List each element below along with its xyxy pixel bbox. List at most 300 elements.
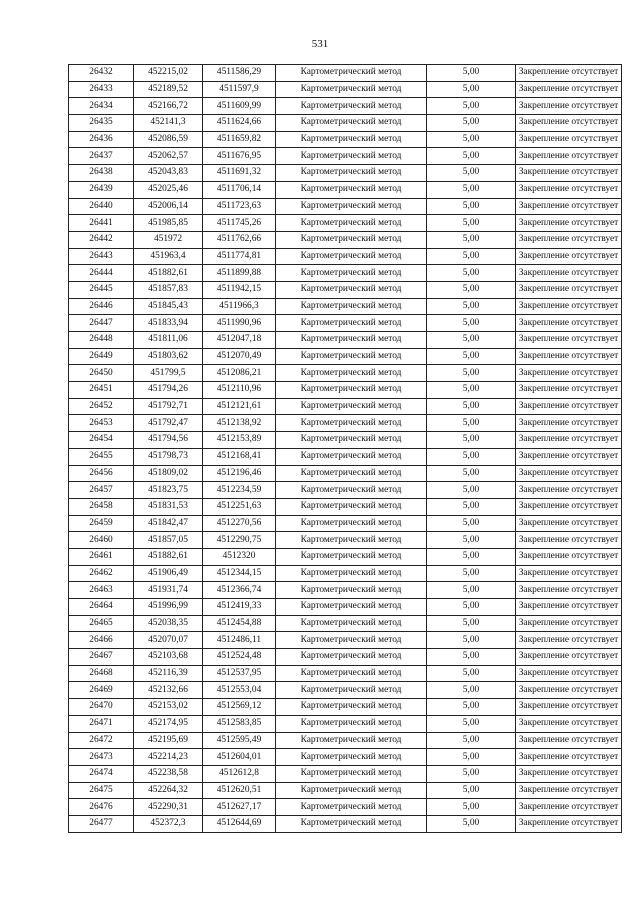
accuracy-cell: 5,00 bbox=[427, 265, 516, 282]
accuracy-cell: 5,00 bbox=[427, 115, 516, 132]
table-row bbox=[69, 715, 622, 732]
x-coordinate-cell: 452062,57 bbox=[134, 148, 203, 165]
method-cell: Картометрический метод bbox=[276, 148, 427, 165]
table-row bbox=[69, 565, 622, 582]
fixing-description-cell: Закрепление отсутствует bbox=[516, 815, 622, 832]
method-cell: Картометрический метод bbox=[276, 732, 427, 749]
method-cell: Картометрический метод bbox=[276, 432, 427, 449]
table-row bbox=[69, 615, 622, 632]
y-coordinate-cell: 4512196,46 bbox=[203, 465, 276, 482]
accuracy-cell: 5,00 bbox=[427, 682, 516, 699]
y-coordinate-cell: 4512604,01 bbox=[203, 749, 276, 766]
table-row bbox=[69, 448, 622, 465]
y-coordinate-cell: 4512620,51 bbox=[203, 782, 276, 799]
point-number-cell: 26459 bbox=[69, 515, 134, 532]
y-coordinate-cell: 4512138,92 bbox=[203, 415, 276, 432]
y-coordinate-cell: 4512047,18 bbox=[203, 332, 276, 349]
method-cell: Картометрический метод bbox=[276, 699, 427, 716]
fixing-description-cell: Закрепление отсутствует bbox=[516, 515, 622, 532]
accuracy-cell: 5,00 bbox=[427, 382, 516, 399]
method-cell: Картометрический метод bbox=[276, 348, 427, 365]
y-coordinate-cell: 4511691,32 bbox=[203, 165, 276, 182]
y-coordinate-cell: 4512454,88 bbox=[203, 615, 276, 632]
fixing-description-cell: Закрепление отсутствует bbox=[516, 765, 622, 782]
method-cell: Картометрический метод bbox=[276, 332, 427, 349]
accuracy-cell: 5,00 bbox=[427, 482, 516, 499]
y-coordinate-cell: 4511609,99 bbox=[203, 98, 276, 115]
y-coordinate-cell: 4511774,81 bbox=[203, 248, 276, 265]
x-coordinate-cell: 451798,73 bbox=[134, 448, 203, 465]
accuracy-cell: 5,00 bbox=[427, 599, 516, 616]
y-coordinate-cell: 4511659,82 bbox=[203, 131, 276, 148]
accuracy-cell: 5,00 bbox=[427, 532, 516, 549]
y-coordinate-cell: 4512344,15 bbox=[203, 565, 276, 582]
accuracy-cell: 5,00 bbox=[427, 281, 516, 298]
table-row bbox=[69, 532, 622, 549]
method-cell: Картометрический метод bbox=[276, 248, 427, 265]
y-coordinate-cell: 4512086,21 bbox=[203, 365, 276, 382]
y-coordinate-cell: 4511762,66 bbox=[203, 231, 276, 248]
accuracy-cell: 5,00 bbox=[427, 215, 516, 232]
fixing-description-cell: Закрепление отсутствует bbox=[516, 281, 622, 298]
table-row bbox=[69, 599, 622, 616]
point-number-cell: 26465 bbox=[69, 615, 134, 632]
fixing-description-cell: Закрепление отсутствует bbox=[516, 565, 622, 582]
point-number-cell: 26454 bbox=[69, 432, 134, 449]
accuracy-cell: 5,00 bbox=[427, 148, 516, 165]
method-cell: Картометрический метод bbox=[276, 815, 427, 832]
table-row bbox=[69, 281, 622, 298]
fixing-description-cell: Закрепление отсутствует bbox=[516, 398, 622, 415]
fixing-description-cell: Закрепление отсутствует bbox=[516, 649, 622, 666]
y-coordinate-cell: 4511966,3 bbox=[203, 298, 276, 315]
x-coordinate-cell: 452195,69 bbox=[134, 732, 203, 749]
accuracy-cell: 5,00 bbox=[427, 432, 516, 449]
point-number-cell: 26439 bbox=[69, 181, 134, 198]
fixing-description-cell: Закрепление отсутствует bbox=[516, 248, 622, 265]
table-row bbox=[69, 265, 622, 282]
fixing-description-cell: Закрепление отсутствует bbox=[516, 532, 622, 549]
x-coordinate-cell: 451803,62 bbox=[134, 348, 203, 365]
table-row bbox=[69, 749, 622, 766]
method-cell: Картометрический метод bbox=[276, 615, 427, 632]
x-coordinate-cell: 451833,94 bbox=[134, 315, 203, 332]
point-number-cell: 26438 bbox=[69, 165, 134, 182]
y-coordinate-cell: 4511706,14 bbox=[203, 181, 276, 198]
table-row bbox=[69, 665, 622, 682]
accuracy-cell: 5,00 bbox=[427, 632, 516, 649]
x-coordinate-cell: 452238,58 bbox=[134, 765, 203, 782]
x-coordinate-cell: 451857,05 bbox=[134, 532, 203, 549]
point-number-cell: 26449 bbox=[69, 348, 134, 365]
accuracy-cell: 5,00 bbox=[427, 398, 516, 415]
y-coordinate-cell: 4511745,26 bbox=[203, 215, 276, 232]
x-coordinate-cell: 451906,49 bbox=[134, 565, 203, 582]
method-cell: Картометрический метод bbox=[276, 799, 427, 816]
method-cell: Картометрический метод bbox=[276, 181, 427, 198]
x-coordinate-cell: 451799,5 bbox=[134, 365, 203, 382]
y-coordinate-cell: 4512234,59 bbox=[203, 482, 276, 499]
y-coordinate-cell: 4512121,61 bbox=[203, 398, 276, 415]
x-coordinate-cell: 452006,14 bbox=[134, 198, 203, 215]
accuracy-cell: 5,00 bbox=[427, 715, 516, 732]
point-number-cell: 26442 bbox=[69, 231, 134, 248]
x-coordinate-cell: 452070,07 bbox=[134, 632, 203, 649]
x-coordinate-cell: 452215,02 bbox=[134, 65, 203, 82]
point-number-cell: 26440 bbox=[69, 198, 134, 215]
accuracy-cell: 5,00 bbox=[427, 782, 516, 799]
accuracy-cell: 5,00 bbox=[427, 665, 516, 682]
table-row bbox=[69, 548, 622, 565]
method-cell: Картометрический метод bbox=[276, 198, 427, 215]
point-number-cell: 26444 bbox=[69, 265, 134, 282]
point-number-cell: 26462 bbox=[69, 565, 134, 582]
point-number-cell: 26474 bbox=[69, 765, 134, 782]
method-cell: Картометрический метод bbox=[276, 382, 427, 399]
x-coordinate-cell: 452116,39 bbox=[134, 665, 203, 682]
y-coordinate-cell: 4512419,33 bbox=[203, 599, 276, 616]
table-row bbox=[69, 215, 622, 232]
y-coordinate-cell: 4512486,11 bbox=[203, 632, 276, 649]
table-row bbox=[69, 515, 622, 532]
x-coordinate-cell: 452290,31 bbox=[134, 799, 203, 816]
fixing-description-cell: Закрепление отсутствует bbox=[516, 165, 622, 182]
fixing-description-cell: Закрепление отсутствует bbox=[516, 65, 622, 82]
y-coordinate-cell: 4512595,49 bbox=[203, 732, 276, 749]
x-coordinate-cell: 452372,3 bbox=[134, 815, 203, 832]
x-coordinate-cell: 451972 bbox=[134, 231, 203, 248]
point-number-cell: 26448 bbox=[69, 332, 134, 349]
table-row bbox=[69, 115, 622, 132]
accuracy-cell: 5,00 bbox=[427, 131, 516, 148]
fixing-description-cell: Закрепление отсутствует bbox=[516, 332, 622, 349]
accuracy-cell: 5,00 bbox=[427, 98, 516, 115]
fixing-description-cell: Закрепление отсутствует bbox=[516, 181, 622, 198]
x-coordinate-cell: 451792,47 bbox=[134, 415, 203, 432]
y-coordinate-cell: 4512070,49 bbox=[203, 348, 276, 365]
table-row bbox=[69, 765, 622, 782]
point-number-cell: 26470 bbox=[69, 699, 134, 716]
x-coordinate-cell: 452132,66 bbox=[134, 682, 203, 699]
point-number-cell: 26469 bbox=[69, 682, 134, 699]
table-row bbox=[69, 582, 622, 599]
table-row bbox=[69, 181, 622, 198]
x-coordinate-cell: 451931,74 bbox=[134, 582, 203, 599]
x-coordinate-cell: 452086,59 bbox=[134, 131, 203, 148]
y-coordinate-cell: 4512110,96 bbox=[203, 382, 276, 399]
fixing-description-cell: Закрепление отсутствует bbox=[516, 665, 622, 682]
point-number-cell: 26461 bbox=[69, 548, 134, 565]
method-cell: Картометрический метод bbox=[276, 81, 427, 98]
x-coordinate-cell: 451831,53 bbox=[134, 498, 203, 515]
x-coordinate-cell: 451823,75 bbox=[134, 482, 203, 499]
fixing-description-cell: Закрепление отсутствует bbox=[516, 198, 622, 215]
method-cell: Картометрический метод bbox=[276, 115, 427, 132]
table-row bbox=[69, 348, 622, 365]
y-coordinate-cell: 4511676,95 bbox=[203, 148, 276, 165]
method-cell: Картометрический метод bbox=[276, 315, 427, 332]
fixing-description-cell: Закрепление отсутствует bbox=[516, 599, 622, 616]
table-row bbox=[69, 782, 622, 799]
x-coordinate-cell: 452153,02 bbox=[134, 699, 203, 716]
table-row bbox=[69, 165, 622, 182]
x-coordinate-cell: 452214,23 bbox=[134, 749, 203, 766]
x-coordinate-cell: 451845,43 bbox=[134, 298, 203, 315]
fixing-description-cell: Закрепление отсутствует bbox=[516, 115, 622, 132]
fixing-description-cell: Закрепление отсутствует bbox=[516, 131, 622, 148]
fixing-description-cell: Закрепление отсутствует bbox=[516, 348, 622, 365]
method-cell: Картометрический метод bbox=[276, 715, 427, 732]
point-number-cell: 26437 bbox=[69, 148, 134, 165]
fixing-description-cell: Закрепление отсутствует bbox=[516, 231, 622, 248]
method-cell: Картометрический метод bbox=[276, 65, 427, 82]
point-number-cell: 26472 bbox=[69, 732, 134, 749]
accuracy-cell: 5,00 bbox=[427, 815, 516, 832]
y-coordinate-cell: 4512627,17 bbox=[203, 799, 276, 816]
x-coordinate-cell: 451792,71 bbox=[134, 398, 203, 415]
method-cell: Картометрический метод bbox=[276, 682, 427, 699]
accuracy-cell: 5,00 bbox=[427, 65, 516, 82]
accuracy-cell: 5,00 bbox=[427, 765, 516, 782]
point-number-cell: 26473 bbox=[69, 749, 134, 766]
x-coordinate-cell: 452174,95 bbox=[134, 715, 203, 732]
table-row bbox=[69, 98, 622, 115]
accuracy-cell: 5,00 bbox=[427, 498, 516, 515]
y-coordinate-cell: 4512553,04 bbox=[203, 682, 276, 699]
fixing-description-cell: Закрепление отсутствует bbox=[516, 465, 622, 482]
table-row bbox=[69, 632, 622, 649]
x-coordinate-cell: 452025,46 bbox=[134, 181, 203, 198]
table-row bbox=[69, 732, 622, 749]
method-cell: Картометрический метод bbox=[276, 165, 427, 182]
point-number-cell: 26453 bbox=[69, 415, 134, 432]
method-cell: Картометрический метод bbox=[276, 599, 427, 616]
point-number-cell: 26458 bbox=[69, 498, 134, 515]
fixing-description-cell: Закрепление отсутствует bbox=[516, 482, 622, 499]
accuracy-cell: 5,00 bbox=[427, 165, 516, 182]
point-number-cell: 26447 bbox=[69, 315, 134, 332]
point-number-cell: 26432 bbox=[69, 65, 134, 82]
fixing-description-cell: Закрепление отсутствует bbox=[516, 432, 622, 449]
method-cell: Картометрический метод bbox=[276, 498, 427, 515]
y-coordinate-cell: 4512168,41 bbox=[203, 448, 276, 465]
table-row bbox=[69, 81, 622, 98]
table-row bbox=[69, 231, 622, 248]
accuracy-cell: 5,00 bbox=[427, 749, 516, 766]
method-cell: Картометрический метод bbox=[276, 231, 427, 248]
method-cell: Картометрический метод bbox=[276, 281, 427, 298]
method-cell: Картометрический метод bbox=[276, 298, 427, 315]
method-cell: Картометрический метод bbox=[276, 265, 427, 282]
point-number-cell: 26476 bbox=[69, 799, 134, 816]
y-coordinate-cell: 4512644,69 bbox=[203, 815, 276, 832]
accuracy-cell: 5,00 bbox=[427, 465, 516, 482]
method-cell: Картометрический метод bbox=[276, 482, 427, 499]
method-cell: Картометрический метод bbox=[276, 765, 427, 782]
point-number-cell: 26446 bbox=[69, 298, 134, 315]
table-row bbox=[69, 365, 622, 382]
y-coordinate-cell: 4512270,56 bbox=[203, 515, 276, 532]
y-coordinate-cell: 4512524,48 bbox=[203, 649, 276, 666]
point-number-cell: 26475 bbox=[69, 782, 134, 799]
fixing-description-cell: Закрепление отсутствует bbox=[516, 548, 622, 565]
method-cell: Картометрический метод bbox=[276, 98, 427, 115]
x-coordinate-cell: 452103,68 bbox=[134, 649, 203, 666]
method-cell: Картометрический метод bbox=[276, 415, 427, 432]
fixing-description-cell: Закрепление отсутствует bbox=[516, 298, 622, 315]
x-coordinate-cell: 451857,83 bbox=[134, 281, 203, 298]
point-number-cell: 26471 bbox=[69, 715, 134, 732]
y-coordinate-cell: 4511942,15 bbox=[203, 281, 276, 298]
x-coordinate-cell: 451842,47 bbox=[134, 515, 203, 532]
table-row bbox=[69, 432, 622, 449]
fixing-description-cell: Закрепление отсутствует bbox=[516, 81, 622, 98]
fixing-description-cell: Закрепление отсутствует bbox=[516, 265, 622, 282]
y-coordinate-cell: 4512290,75 bbox=[203, 532, 276, 549]
accuracy-cell: 5,00 bbox=[427, 582, 516, 599]
x-coordinate-cell: 452043,83 bbox=[134, 165, 203, 182]
table-body bbox=[69, 65, 622, 833]
y-coordinate-cell: 4512583,85 bbox=[203, 715, 276, 732]
fixing-description-cell: Закрепление отсутствует bbox=[516, 782, 622, 799]
accuracy-cell: 5,00 bbox=[427, 198, 516, 215]
accuracy-cell: 5,00 bbox=[427, 315, 516, 332]
accuracy-cell: 5,00 bbox=[427, 181, 516, 198]
fixing-description-cell: Закрепление отсутствует bbox=[516, 682, 622, 699]
point-number-cell: 26450 bbox=[69, 365, 134, 382]
y-coordinate-cell: 4512569,12 bbox=[203, 699, 276, 716]
y-coordinate-cell: 4512537,95 bbox=[203, 665, 276, 682]
table-row bbox=[69, 382, 622, 399]
method-cell: Картометрический метод bbox=[276, 665, 427, 682]
x-coordinate-cell: 451985,85 bbox=[134, 215, 203, 232]
point-number-cell: 26441 bbox=[69, 215, 134, 232]
point-number-cell: 26477 bbox=[69, 815, 134, 832]
x-coordinate-cell: 451811,06 bbox=[134, 332, 203, 349]
accuracy-cell: 5,00 bbox=[427, 699, 516, 716]
x-coordinate-cell: 451882,61 bbox=[134, 265, 203, 282]
accuracy-cell: 5,00 bbox=[427, 81, 516, 98]
x-coordinate-cell: 451794,26 bbox=[134, 382, 203, 399]
fixing-description-cell: Закрепление отсутствует bbox=[516, 799, 622, 816]
table-row bbox=[69, 298, 622, 315]
table-row bbox=[69, 131, 622, 148]
table-row bbox=[69, 465, 622, 482]
x-coordinate-cell: 451963,4 bbox=[134, 248, 203, 265]
page-number: 531 bbox=[311, 38, 329, 50]
point-number-cell: 26434 bbox=[69, 98, 134, 115]
y-coordinate-cell: 4511624,66 bbox=[203, 115, 276, 132]
point-number-cell: 26467 bbox=[69, 649, 134, 666]
method-cell: Картометрический метод bbox=[276, 365, 427, 382]
y-coordinate-cell: 4512251,63 bbox=[203, 498, 276, 515]
table-row bbox=[69, 65, 622, 82]
point-number-cell: 26464 bbox=[69, 599, 134, 616]
table-row bbox=[69, 332, 622, 349]
y-coordinate-cell: 4512612,8 bbox=[203, 765, 276, 782]
method-cell: Картометрический метод bbox=[276, 465, 427, 482]
table-row bbox=[69, 148, 622, 165]
fixing-description-cell: Закрепление отсутствует bbox=[516, 315, 622, 332]
table-row bbox=[69, 398, 622, 415]
point-number-cell: 26463 bbox=[69, 582, 134, 599]
y-coordinate-cell: 4511723,63 bbox=[203, 198, 276, 215]
accuracy-cell: 5,00 bbox=[427, 365, 516, 382]
x-coordinate-cell: 452141,3 bbox=[134, 115, 203, 132]
x-coordinate-cell: 451809,02 bbox=[134, 465, 203, 482]
accuracy-cell: 5,00 bbox=[427, 298, 516, 315]
accuracy-cell: 5,00 bbox=[427, 615, 516, 632]
table-row bbox=[69, 799, 622, 816]
point-number-cell: 26460 bbox=[69, 532, 134, 549]
method-cell: Картометрический метод bbox=[276, 448, 427, 465]
x-coordinate-cell: 451882,61 bbox=[134, 548, 203, 565]
fixing-description-cell: Закрепление отсутствует bbox=[516, 582, 622, 599]
method-cell: Картометрический метод bbox=[276, 215, 427, 232]
method-cell: Картометрический метод bbox=[276, 548, 427, 565]
table-row bbox=[69, 699, 622, 716]
table-row bbox=[69, 498, 622, 515]
method-cell: Картометрический метод bbox=[276, 398, 427, 415]
table-row bbox=[69, 198, 622, 215]
accuracy-cell: 5,00 bbox=[427, 415, 516, 432]
accuracy-cell: 5,00 bbox=[427, 332, 516, 349]
point-number-cell: 26436 bbox=[69, 131, 134, 148]
point-number-cell: 26457 bbox=[69, 482, 134, 499]
fixing-description-cell: Закрепление отсутствует bbox=[516, 699, 622, 716]
point-number-cell: 26445 bbox=[69, 281, 134, 298]
accuracy-cell: 5,00 bbox=[427, 348, 516, 365]
fixing-description-cell: Закрепление отсутствует bbox=[516, 498, 622, 515]
point-number-cell: 26456 bbox=[69, 465, 134, 482]
accuracy-cell: 5,00 bbox=[427, 231, 516, 248]
fixing-description-cell: Закрепление отсутствует bbox=[516, 632, 622, 649]
table-row bbox=[69, 248, 622, 265]
accuracy-cell: 5,00 bbox=[427, 515, 516, 532]
table-row bbox=[69, 649, 622, 666]
fixing-description-cell: Закрепление отсутствует bbox=[516, 715, 622, 732]
y-coordinate-cell: 4512366,74 bbox=[203, 582, 276, 599]
accuracy-cell: 5,00 bbox=[427, 248, 516, 265]
fixing-description-cell: Закрепление отсутствует bbox=[516, 382, 622, 399]
method-cell: Картометрический метод bbox=[276, 582, 427, 599]
method-cell: Картометрический метод bbox=[276, 649, 427, 666]
method-cell: Картометрический метод bbox=[276, 565, 427, 582]
fixing-description-cell: Закрепление отсутствует bbox=[516, 215, 622, 232]
point-number-cell: 26455 bbox=[69, 448, 134, 465]
fixing-description-cell: Закрепление отсутствует bbox=[516, 415, 622, 432]
method-cell: Картометрический метод bbox=[276, 749, 427, 766]
point-number-cell: 26435 bbox=[69, 115, 134, 132]
method-cell: Картометрический метод bbox=[276, 632, 427, 649]
method-cell: Картометрический метод bbox=[276, 515, 427, 532]
accuracy-cell: 5,00 bbox=[427, 565, 516, 582]
coordinates-table bbox=[68, 64, 622, 833]
point-number-cell: 26451 bbox=[69, 382, 134, 399]
fixing-description-cell: Закрепление отсутствует bbox=[516, 98, 622, 115]
method-cell: Картометрический метод bbox=[276, 131, 427, 148]
fixing-description-cell: Закрепление отсутствует bbox=[516, 732, 622, 749]
y-coordinate-cell: 4511586,29 bbox=[203, 65, 276, 82]
y-coordinate-cell: 4512320 bbox=[203, 548, 276, 565]
x-coordinate-cell: 452189,52 bbox=[134, 81, 203, 98]
point-number-cell: 26468 bbox=[69, 665, 134, 682]
point-number-cell: 26466 bbox=[69, 632, 134, 649]
fixing-description-cell: Закрепление отсутствует bbox=[516, 148, 622, 165]
table-row bbox=[69, 815, 622, 832]
fixing-description-cell: Закрепление отсутствует bbox=[516, 615, 622, 632]
table-row bbox=[69, 682, 622, 699]
